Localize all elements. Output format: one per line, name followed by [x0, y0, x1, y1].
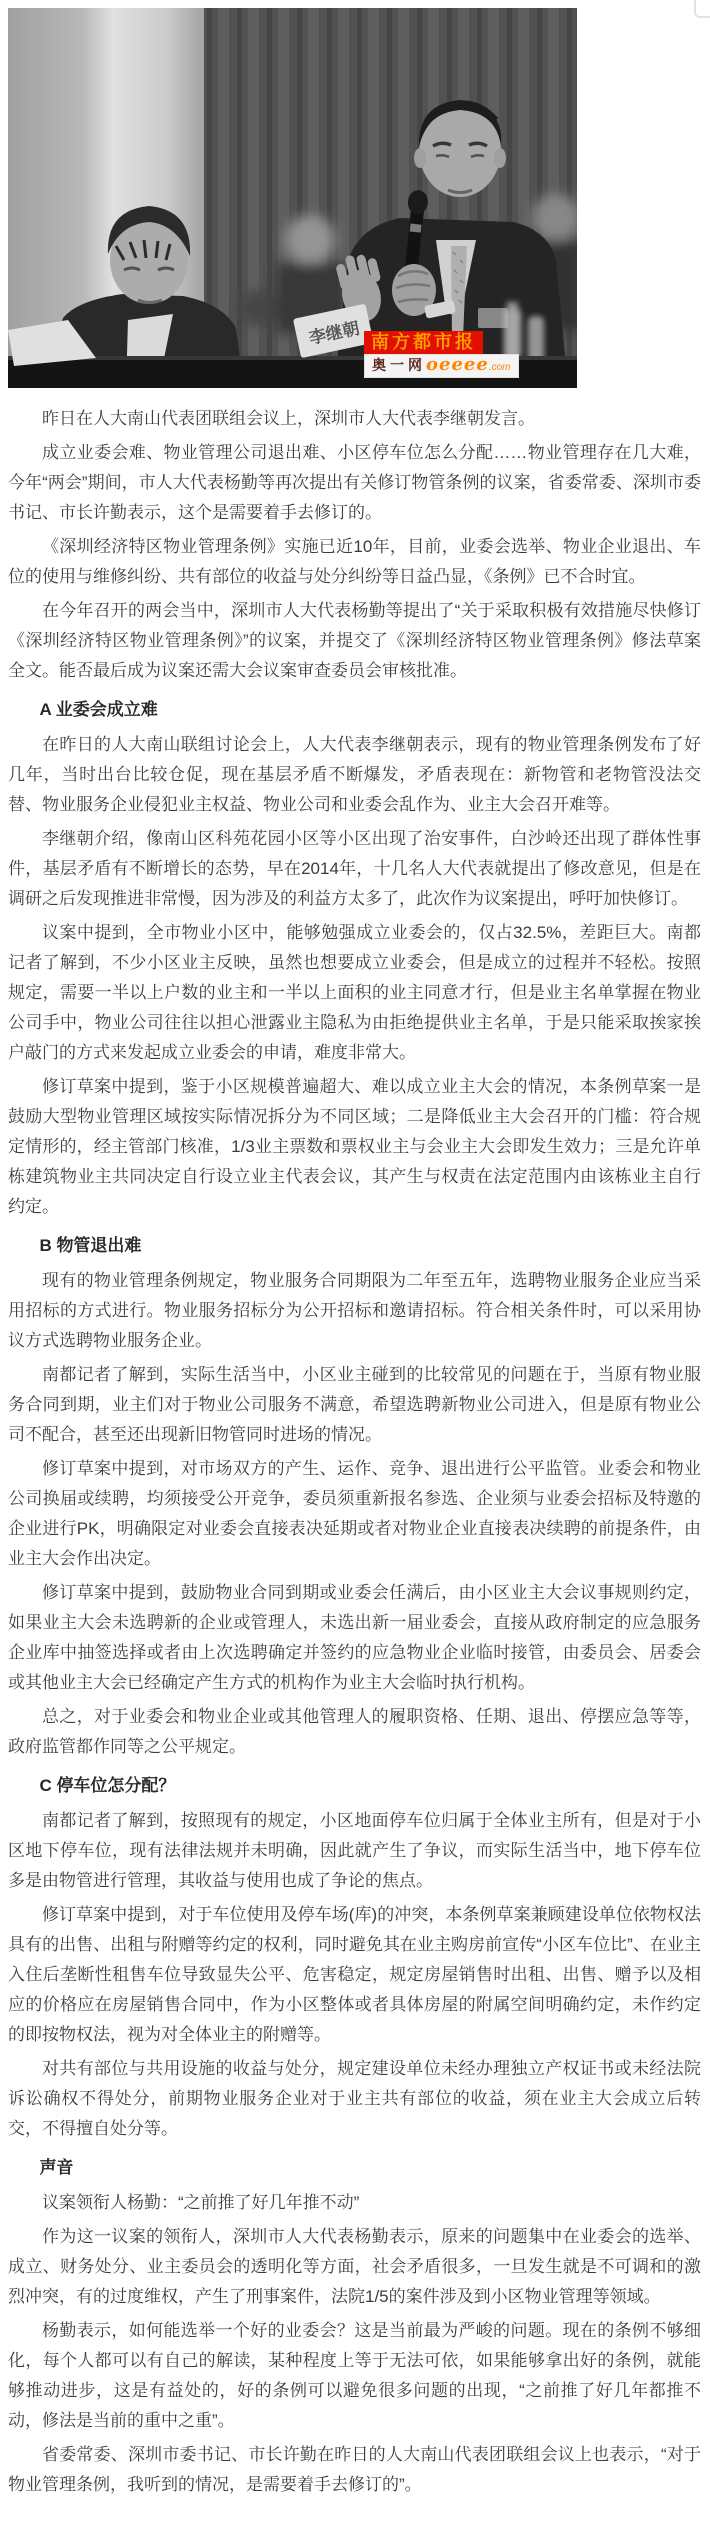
- watermark: [364, 331, 519, 378]
- section-heading-b: B 物管退出难: [39, 1236, 142, 1255]
- section-heading-a: A 业委会成立难: [39, 700, 158, 719]
- quote-lead: 议案领衔人杨勤：“之前推了好几年推不动”: [42, 2193, 360, 2212]
- watermark-site-latin: oeeee: [426, 354, 489, 375]
- paragraph: 总之，对于业委会和物业企业或其他管理人的履职资格、任期、退出、停摆应急等等，政府监管都作同等之公平规定。: [8, 1707, 701, 1756]
- paragraph: 在今年召开的两会当中，深圳市人大代表杨勤等提出了“关于采取积极有效措施尽快修订《深圳经济特区物业管理条例》”的议案，并提交了《深圳经济特区物业管理条例》修法草案全文。能否最后成为议案还需大会议案审查委员会审核批准。: [8, 601, 701, 680]
- paragraph: 修订草案中提到，鉴于小区规模普遍超大、难以成立业主大会的情况，本条例草案一是鼓励大型物业管理区域按实际情况拆分为不同区域；二是降低业主大会召开的门槛：符合规定情形的，经主管部门核准，1/3业主票数和票权业主与会业主大会即发生效力；三是允许单栋建筑物业主共同决定自行设立业主代表会议，其产生与权责在法定范围内由该栋业主自行约定。: [8, 1077, 701, 1216]
- section-heading-voice: 声音: [39, 2158, 74, 2177]
- watermark-site: [364, 354, 519, 378]
- article-body: [0, 388, 710, 2530]
- paragraph: 李继朝介绍，像南山区科苑花园小区等小区出现了治安事件，白沙岭还出现了群体性事件，基层矛盾有不断增长的态势，早在2014年，十几名人大代表就提出了修改意见，但是在调研之后发现推进非常慢，因为涉及的利益方太多了，此次作为议案提出，呼吁加快修订。: [8, 829, 701, 908]
- paragraph: 《深圳经济特区物业管理条例》实施已近10年，目前，业委会选举、物业企业退出、车位的使用与维修纠纷、共有部位的收益与处分纠纷等日益凸显，《条例》已不合时宜。: [8, 537, 701, 586]
- paragraph: 修订草案中提到，对于车位使用及停车场(库)的冲突，本条例草案兼顾建设单位依物权法具有的出售、出租与附赠等约定的权利，同时避免其在业主购房前宣传“小区车位比”、在业主入住后垄断性租售车位导致显失公平、危害稳定，规定房屋销售时出租、出售、赠予以及相应的价格应在房屋销售合同中，作为小区整体或者具体房屋的附属空间明确约定，未作约定的即按物权法，视为对全体业主的附赠等。: [8, 1905, 701, 2044]
- paragraph: 南都记者了解到，实际生活当中，小区业主碰到的比较常见的问题在于，当原有物业服务合同到期，业主们对于物业公司服务不满意，希望选聘新物业公司进入，但是原有物业公司不配合，甚至还出现新旧物管同时进场的情况。: [8, 1365, 701, 1444]
- paragraph: 修订草案中提到，对市场双方的产生、运作、竞争、退出进行公平监管。业委会和物业公司换届或续聘，均须接受公开竞争，委员须重新报名参选、企业须与业委会招标及特邀的企业进行PK，明确限定对业委会直接表决延期或者对物业企业直接表决续聘的前提条件，由业主大会作出决定。: [8, 1459, 701, 1568]
- watermark-site-tld: .com: [488, 362, 511, 373]
- paragraph: 杨勤表示，如何能选举一个好的业委会？这是当前最为严峻的问题。现在的条例不够细化，每个人都可以有自己的解读，某种程度上等于无法可依，如果能够拿出好的条例，就能够推动进步，这是有益处的，好的条例可以避免很多问题的出现，“之前推了好几年都推不动，修法是当前的重中之重”。: [8, 2321, 701, 2430]
- corner-ui-fragment: [694, 0, 710, 18]
- paragraph: 现有的物业管理条例规定，物业服务合同期限为二年至五年，选聘物业服务企业应当采用招标的方式进行。物业服务招标分为公开招标和邀请招标。符合相关条件时，可以采用协议方式选聘物业服务企业。: [8, 1271, 701, 1350]
- paragraph: 省委常委、深圳市委书记、市长许勤在昨日的人大南山代表团联组会议上也表示，“对于物业管理条例，我听到的情况，是需要着手去修订的”。: [8, 2445, 701, 2494]
- news-photo: [8, 8, 577, 388]
- paragraph: 修订草案中提到，鼓励物业合同到期或业委会任满后，由小区业主大会议事规则约定，如果业主大会未选聘新的企业或管理人，未选出新一届业委会，直接从政府制定的应急服务企业库中抽签选择或者由上次选聘确定并签约的应急物业企业临时接管，由委员会、居委会或其他业主大会已经确定产生方式的机构作为业主大会临时执行机构。: [8, 1583, 701, 1692]
- paragraph: 议案中提到，全市物业小区中，能够勉强成立业委会的，仅占32.5%，差距巨大。南都记者了解到，不少小区业主反映，虽然也想要成立业委会，但是成立的过程并不轻松。按照规定，需要一半以上户数的业主和一半以上面积的业主同意才行，但是业主名单掌握在物业公司手中，物业公司往往以担心泄露业主隐私为由拒绝提供业主名单，于是只能采取挨家挨户敲门的方式来发起成立业委会的申请，难度非常大。: [8, 923, 701, 1062]
- paragraph: 对共有部位与共用设施的收益与处分，规定建设单位未经办理独立产权证书或未经法院诉讼确权不得处分，前期物业服务企业对于业主共有部位的收益，须在业主大会成立后转交，不得擅自处分等。: [8, 2059, 701, 2138]
- paragraph: 南都记者了解到，按照现有的规定，小区地面停车位归属于全体业主所有，但是对于小区地下停车位，现有法律法规并未明确，因此就产生了争议，而实际生活当中，地下停车位多是由物管进行管理，其收益与使用也成了争论的焦点。: [8, 1811, 701, 1890]
- paragraph: 成立业委会难、物业管理公司退出难、小区停车位怎么分配……物业管理存在几大难，今年“两会”期间，市人大代表杨勤等再次提出有关修订物管条例的议案，省委常委、深圳市委书记、市长许勤表示，这个是需要着手去修订的。: [8, 443, 701, 522]
- name-card-text: 李继朝: [307, 318, 362, 348]
- paragraph: 在昨日的人大南山联组讨论会上，人大代表李继朝表示，现有的物业管理条例发布了好几年，当时出台比较仓促，现在基层矛盾不断爆发，矛盾表现在：新物管和老物管没法交替、物业服务企业侵犯业主权益、物业公司和业委会乱作为、业主大会召开难等。: [8, 735, 701, 814]
- watermark-brand: 南方都市报: [364, 331, 483, 354]
- watermark-site-name: 奥一网: [372, 357, 426, 373]
- photo-caption: 昨日在人大南山代表团联组会议上，深圳市人大代表李继朝发言。: [42, 409, 535, 428]
- section-heading-c: C 停车位怎分配？: [39, 1776, 176, 1795]
- paragraph: 作为这一议案的领衔人，深圳市人大代表杨勤表示，原来的问题集中在业委会的选举、成立、财务处分、业主委员会的透明化等方面，社会矛盾很多，一旦发生就是不可调和的激烈冲突，有的过度维权，产生了刑事案件，法院1/5的案件涉及到小区物业管理等领域。: [8, 2227, 701, 2306]
